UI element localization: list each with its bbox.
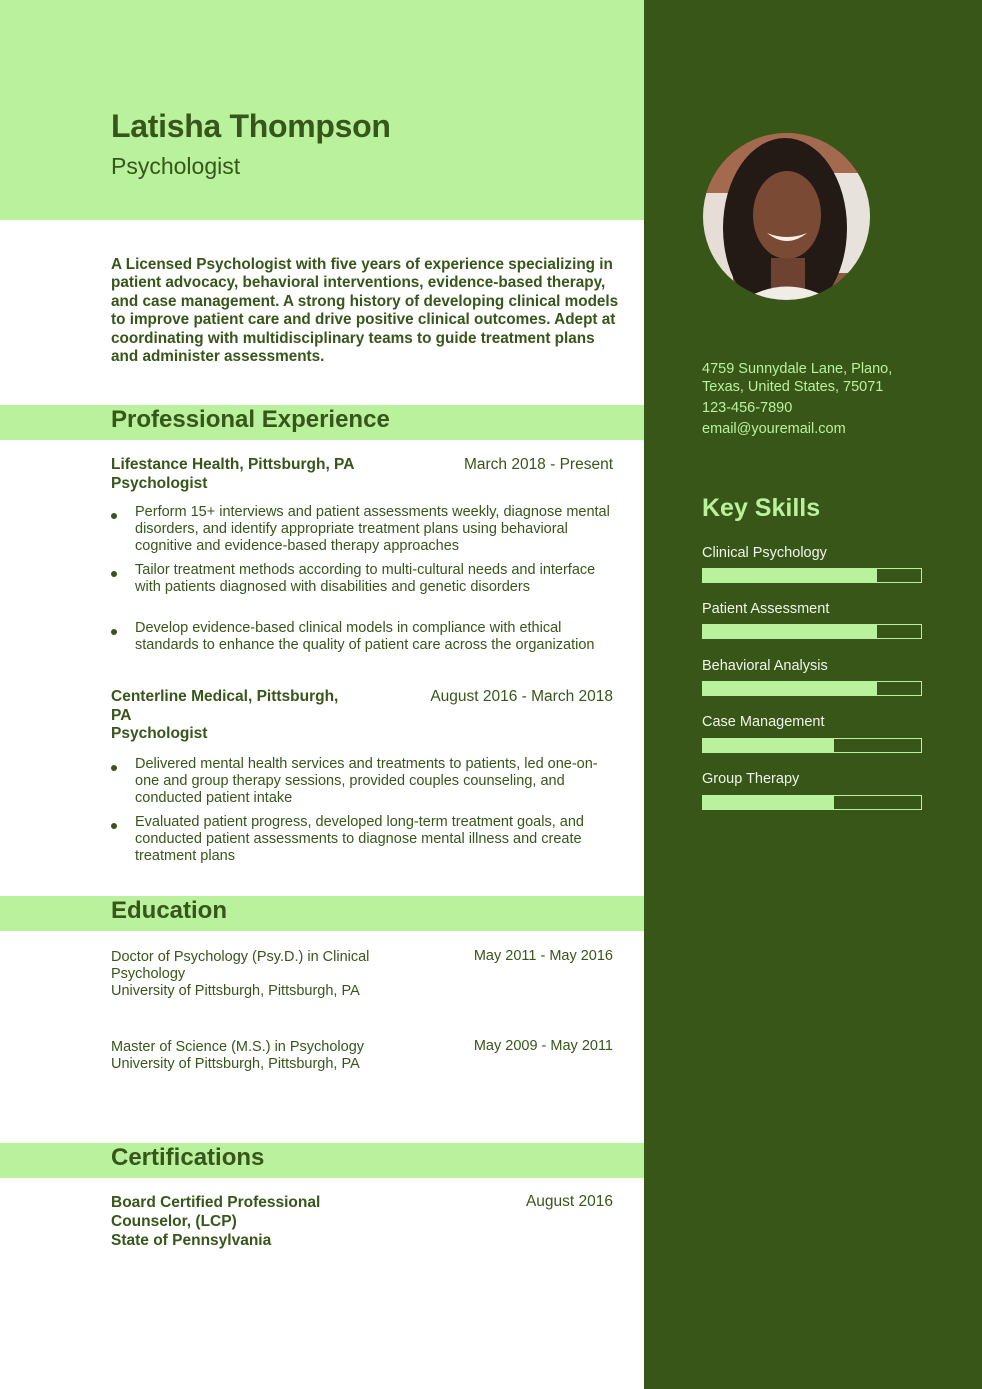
skill-fill: [703, 682, 877, 695]
job-bullet: [111, 562, 621, 596]
skill-bar: [702, 568, 922, 583]
bullet-text: Tailor treatment methods according to multi-cultural needs and interface with patients diagnosed with disabilities and genetic disorders: [135, 562, 596, 595]
education-degree: Master of Science (M.S.) in Psychology: [111, 1039, 365, 1055]
skill-label: Behavioral Analysis: [702, 658, 828, 674]
education-item: [111, 1039, 371, 1073]
education-school: University of Pittsburgh, Pittsburgh, PA: [111, 983, 360, 999]
skill-fill: [703, 796, 834, 809]
certification-issuer: State of Pennsylvania: [111, 1232, 272, 1249]
skill-bar: [702, 624, 922, 639]
skill-fill: [703, 569, 877, 582]
contact-phone[interactable]: 123-456-7890: [702, 400, 793, 416]
portrait-icon: [703, 133, 870, 300]
contact-address-line1: 4759 Sunnydale Lane, Plano,: [702, 361, 893, 377]
candidate-title: Psychologist: [111, 153, 241, 179]
skill-fill: [703, 625, 877, 638]
section-experience: [0, 405, 644, 440]
contact-email[interactable]: email@youremail.com: [702, 421, 846, 437]
education-item: [111, 949, 371, 1000]
certification-name: Board Certified Professional Counselor, (LCP): [111, 1194, 321, 1230]
bullet-text: Delivered mental health services and treatments to patients, led one-on-one and group therapy sessions, provided couples counseling, and conducted patient intake: [135, 756, 598, 806]
skill-fill: [703, 739, 834, 752]
certification-item: [111, 1193, 371, 1250]
contact-address-line2: Texas, United States, 75071: [702, 379, 884, 395]
certification-date: August 2016: [525, 1193, 613, 1210]
job-company-name: Lifestance Health, Pittsburgh, PA: [111, 456, 355, 473]
section-title: Professional Experience: [111, 406, 390, 433]
bullet-icon: [111, 823, 117, 829]
job-bullet: [111, 756, 621, 807]
bullet-text: Evaluated patient progress, developed long-term treatment goals, and conducted patient assessments to diagnose mental illness and create treatment plans: [135, 814, 584, 864]
section-title: Certifications: [111, 1144, 265, 1171]
job-dates: August 2016 - March 2018: [430, 688, 613, 705]
job-company: [111, 688, 338, 744]
profile-summary: A Licensed Psychologist with five years of experience specializing in patient advocacy, behavioral interventions, evidence-based therapy, and case management. A strong history of developing clinical models to improve patient care and drive positive clinical outcomes. Adept at coordinating with multidisciplinary teams to guide treatment plans and administer assessments.: [111, 256, 619, 366]
bullet-icon: [111, 629, 117, 635]
job-dates: March 2018 - Present: [463, 456, 613, 473]
job-role: Psychologist: [111, 725, 208, 742]
skills-heading: Key Skills: [702, 494, 821, 522]
section-title: Education: [111, 897, 228, 924]
skill-bar: [702, 795, 922, 810]
skill-bar: [702, 681, 922, 696]
section-education: [0, 896, 644, 931]
education-degree: Doctor of Psychology (Psy.D.) in Clinical Psychology: [111, 949, 370, 982]
job-company-name: Centerline Medical, Pittsburgh,: [111, 688, 339, 705]
skill-label: Case Management: [702, 714, 825, 730]
skill-label: Clinical Psychology: [702, 545, 827, 561]
job-bullet: [111, 504, 621, 555]
section-certifications: [0, 1143, 644, 1178]
candidate-name: Latisha Thompson: [111, 108, 391, 144]
skill-bar: [702, 738, 922, 753]
education-dates: May 2011 - May 2016: [473, 948, 613, 964]
job-bullet: [111, 814, 621, 865]
skill-label: Patient Assessment: [702, 601, 830, 617]
skill-label: Group Therapy: [702, 771, 800, 787]
bullet-icon: [111, 765, 117, 771]
job-company-state: PA: [111, 706, 132, 724]
profile-photo: [703, 133, 870, 300]
education-dates: May 2009 - May 2011: [473, 1038, 613, 1054]
job-bullet: [111, 620, 621, 654]
bullet-text: Perform 15+ interviews and patient assessments weekly, diagnose mental disorders, and identify appropriate treatment plans using behavioral cognitive and evidence-based therapy approaches: [135, 504, 610, 554]
job-company: [111, 456, 354, 493]
education-school: University of Pittsburgh, Pittsburgh, PA: [111, 1056, 360, 1072]
bullet-icon: [111, 571, 117, 577]
bullet-text: Develop evidence-based clinical models in compliance with ethical standards to enhance the quality of patient care across the organization: [135, 620, 595, 653]
bullet-icon: [111, 513, 117, 519]
job-role: Psychologist: [111, 474, 208, 492]
